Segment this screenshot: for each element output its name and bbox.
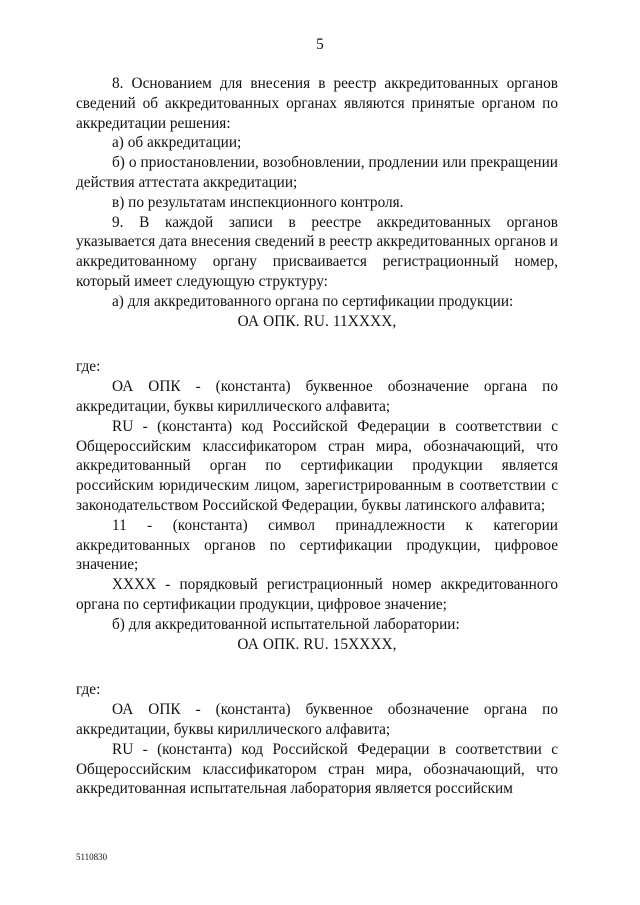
definition-oa-opk-lab: ОА ОПК - (константа) буквенное обозначение органа по аккредитации, буквы кириллического алфавита;	[76, 701, 558, 738]
paragraph-subitem-v: в) по результатам инспекционного контроля.	[112, 193, 404, 211]
paragraph-subitem-b: б) о приостановлении, возобновлении, продлении или прекращении действия аттестата аккредитации;	[76, 154, 558, 191]
definition-xxxx: ХХХХ - порядковый регистрационный номер аккредитованного органа по сертификации продукции, цифровое значение;	[76, 576, 558, 613]
definition-oa-opk: ОА ОПК - (константа) буквенное обозначение органа по аккредитации, буквы кириллического алфавита;	[76, 378, 558, 415]
paragraph-certification-body: а) для аккредитованного органа по сертификации продукции:	[112, 292, 514, 310]
registration-number-format: ОА ОПК. RU. 11ХХХХ,	[237, 312, 397, 330]
where-label-lab: где:	[76, 681, 101, 699]
paragraph-subitem-a: а) об аккредитации;	[112, 134, 242, 152]
definition-11: 11 - (константа) символ принадлежности к категории аккредитованных органов по сертификации продукции, цифровое значение;	[76, 516, 558, 574]
page-number: 5	[316, 36, 324, 53]
document-code: 5110830	[76, 852, 108, 862]
document-body	[76, 74, 558, 799]
paragraph-item-9: 9. В каждой записи в реестре аккредитованных органов указывается дата внесения сведений в реестр аккредитованных органов и аккредитованному органу присваивается регистрационный номер, который имеет следующую структуру:	[76, 213, 558, 290]
definition-ru: RU - (константа) код Российской Федерации в соответствии с Общероссийским классификатором стран мира, обозначающий, что аккредитованный орган по сертификации продукции является российским юридическим лицом, зарегистрированным в соответствии с законодательством Российской Федерации, буквы латинского алфавита;	[76, 417, 558, 514]
registration-number-format-lab: ОА ОПК. RU. 15ХХХХ,	[237, 635, 397, 653]
where-label: где:	[76, 358, 101, 376]
paragraph-testing-laboratory: б) для аккредитованной испытательной лаборатории:	[112, 615, 460, 633]
paragraph-item-8: 8. Основанием для внесения в реестр аккредитованных органов сведений об аккредитованных органах являются принятые органом по аккредитации решения:	[76, 75, 558, 132]
definition-ru-lab: RU - (константа) код Российской Федерации в соответствии с Общероссийским классификатором стран мира, обозначающий, что аккредитованная испытательная лаборатория является российским	[76, 740, 558, 798]
